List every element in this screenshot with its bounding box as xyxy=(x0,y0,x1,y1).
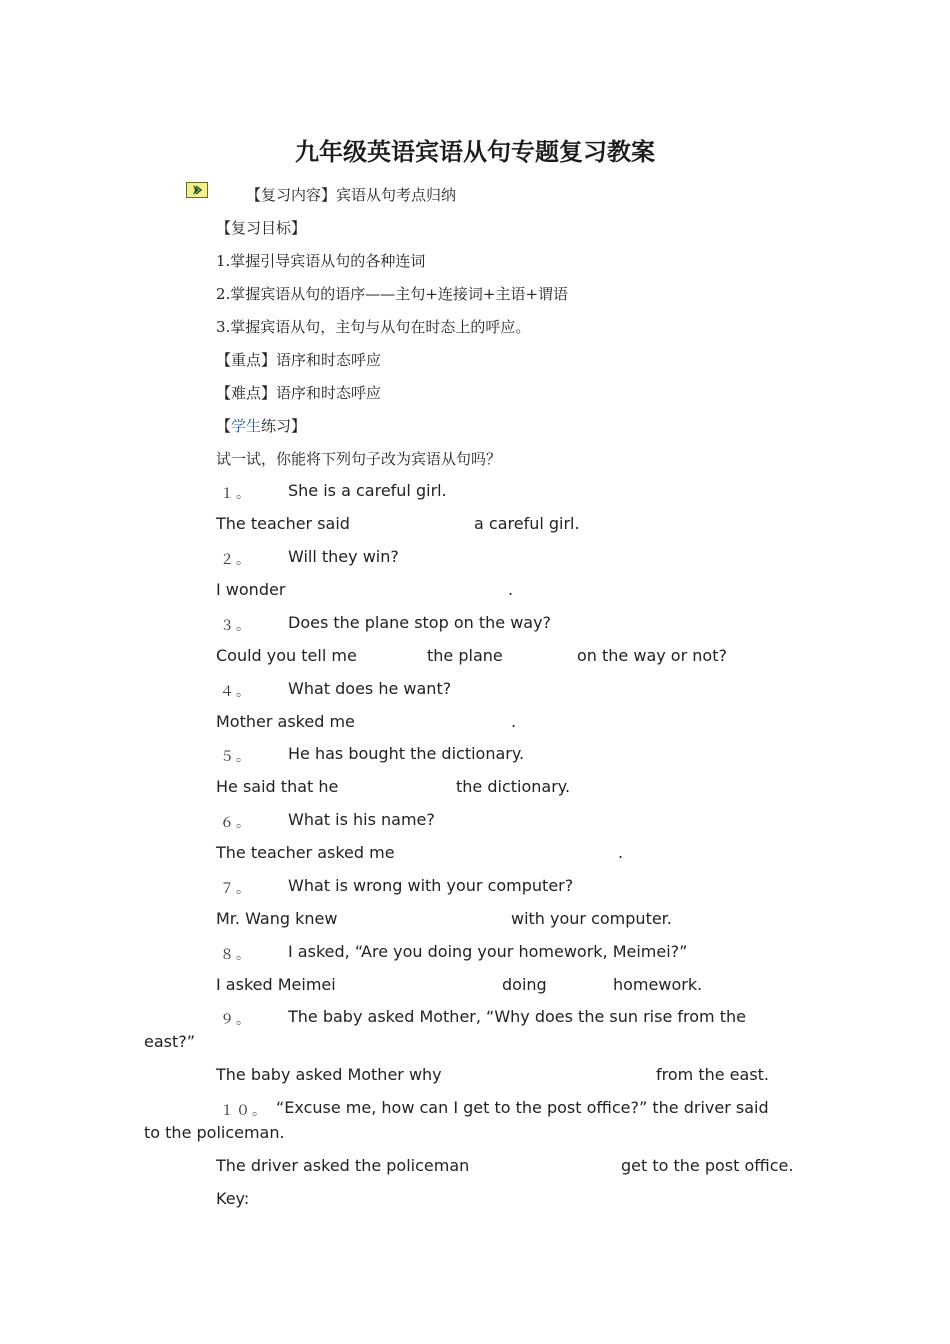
exercise-number: ８。 xyxy=(220,947,252,963)
answer-part: . xyxy=(618,843,624,862)
practice-heading-open: 【 xyxy=(216,417,232,435)
practice-heading xyxy=(216,416,306,436)
answer-part: doing xyxy=(502,975,547,994)
answer-part: He said that he xyxy=(216,777,339,796)
exercise-sentence: Will they win? xyxy=(288,547,399,566)
answer-part: I wonder xyxy=(216,580,286,599)
answer-part: The driver asked the policeman xyxy=(216,1156,470,1175)
answer-part: I asked Meimei xyxy=(216,975,336,994)
exercise-number: １０。 xyxy=(220,1103,268,1119)
exercise-number: １。 xyxy=(220,486,252,502)
exercise-sentence: The baby asked Mother, “Why does the sun rise from the xyxy=(288,1007,746,1026)
exercise-number: ２。 xyxy=(220,552,252,568)
key-point: 【重点】语序和时态呼应 xyxy=(216,351,382,369)
practice-heading-rest: 练习】 xyxy=(261,417,307,435)
exercise-sentence: I asked, “Are you doing your homework, Meimei?” xyxy=(288,942,688,961)
answer-part: . xyxy=(508,580,514,599)
answer-part: Mr. Wang knew xyxy=(216,909,338,928)
answer-part: from the east. xyxy=(656,1065,770,1084)
answer-part: the plane xyxy=(427,646,503,665)
exercise-sentence: What does he want? xyxy=(288,679,452,698)
exercise-number: ９。 xyxy=(220,1012,252,1028)
answer-part: the dictionary. xyxy=(456,777,571,796)
goal-1: 1.掌握引导宾语从句的各种连词 xyxy=(216,252,426,270)
review-content: 【复习内容】宾语从句考点归纳 xyxy=(246,186,457,204)
exercise-number: ５。 xyxy=(220,749,252,765)
students-link[interactable]: 学生 xyxy=(231,417,262,435)
practice-intro: 试一试，你能将下列句子改为宾语从句吗？ xyxy=(216,450,502,468)
answer-part: with your computer. xyxy=(511,909,672,928)
answer-part: a careful girl. xyxy=(474,514,580,533)
exercise-sentence-continued: to the policeman. xyxy=(144,1123,285,1142)
answer-part: on the way or not? xyxy=(577,646,727,665)
answer-part: get to the post office. xyxy=(621,1156,794,1175)
exercise-number: ４。 xyxy=(220,684,252,700)
exercise-sentence-continued: east?” xyxy=(144,1032,196,1051)
exercise-sentence: What is his name? xyxy=(288,810,435,829)
exercise-number: ３。 xyxy=(220,618,252,634)
exercise-sentence: Does the plane stop on the way? xyxy=(288,613,552,632)
goal-3: 3.掌握宾语从句，主句与从句在时态上的呼应。 xyxy=(216,318,531,336)
answer-part: Mother asked me xyxy=(216,712,355,731)
answer-part: . xyxy=(511,712,517,731)
exercise-number: ６。 xyxy=(220,815,252,831)
exercise-sentence: “Excuse me, how can I get to the post office?” the driver said xyxy=(276,1098,769,1117)
answer-part: The teacher asked me xyxy=(216,843,395,862)
goal-2: 2.掌握宾语从句的语序——主句+连接词+主语+谓语 xyxy=(216,285,569,303)
answer-part: homework. xyxy=(613,975,703,994)
review-goal-heading: 【复习目标】 xyxy=(216,219,307,237)
pencil-note-icon xyxy=(186,182,208,198)
exercise-number: ７。 xyxy=(220,881,252,897)
key-label: Key: xyxy=(216,1189,250,1208)
exercise-sentence: She is a careful girl. xyxy=(288,481,447,500)
exercise-sentence: He has bought the dictionary. xyxy=(288,744,525,763)
exercise-sentence: What is wrong with your computer? xyxy=(288,876,574,895)
answer-part: Could you tell me xyxy=(216,646,357,665)
difficult-point: 【难点】语序和时态呼应 xyxy=(216,384,382,402)
answer-part: The teacher said xyxy=(216,514,350,533)
answer-part: The baby asked Mother why xyxy=(216,1065,442,1084)
page-title: 九年级英语宾语从句专题复习教案 xyxy=(295,137,655,166)
